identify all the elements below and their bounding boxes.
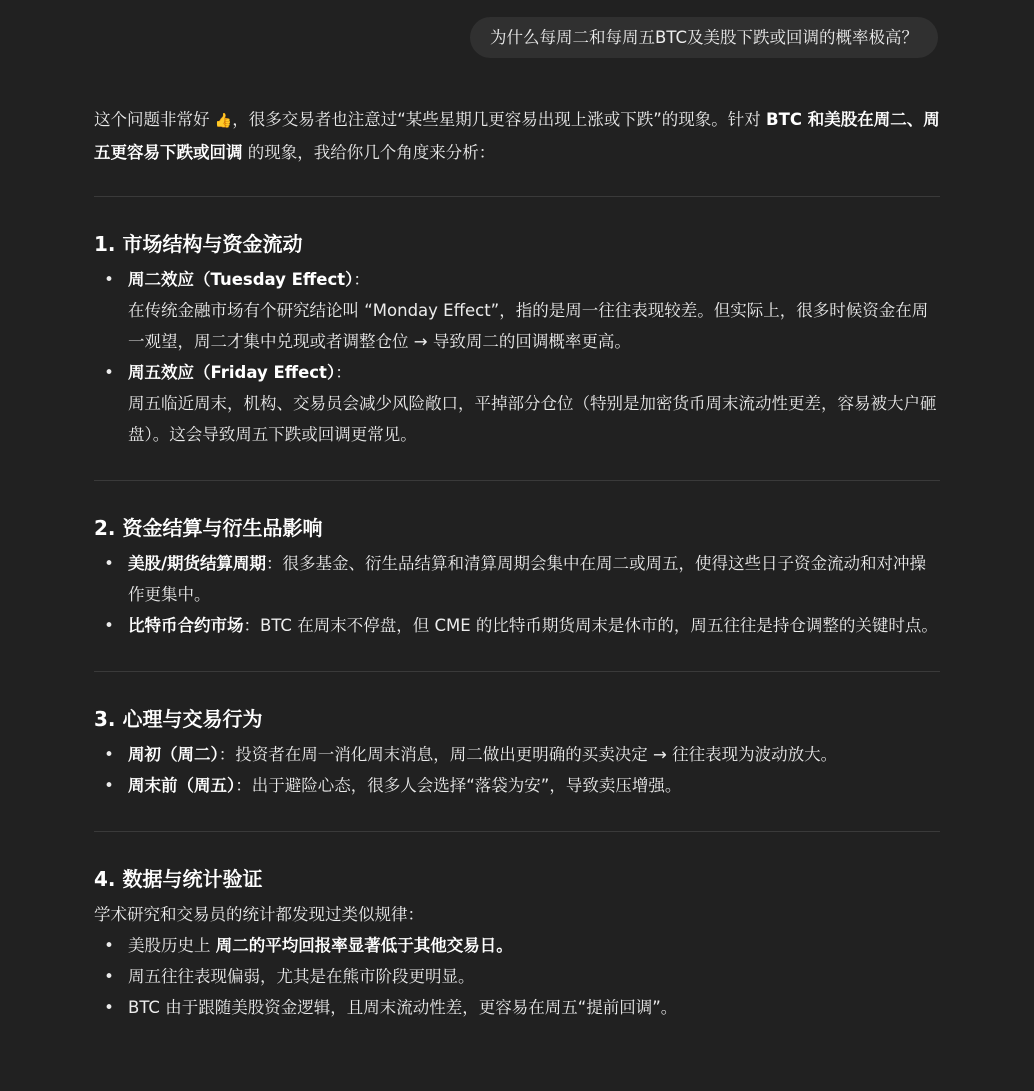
item-label: 比特币合约市场 xyxy=(128,616,244,635)
user-message-text: 为什么每周二和每周五BTC及美股下跌或回调的概率极高？ xyxy=(490,28,918,47)
intro-paragraph xyxy=(94,104,940,168)
section-4-heading: 4. 数据与统计验证 xyxy=(94,867,263,891)
item-text: ：BTC 在周末不停盘，但 CME 的比特币期货周末是休市的，周五往往是持仓调整的关键时点。 xyxy=(243,616,938,635)
bullet-icon: • xyxy=(104,554,114,573)
section-2-list xyxy=(94,548,940,641)
thumbs-up-icon: 👍 xyxy=(214,113,233,129)
item-bold: 周二的平均回报率显著低于其他交易日。 xyxy=(215,936,513,955)
item-label: 周初（周二） xyxy=(128,745,219,764)
item-text: ：很多基金、衍生品结算和清算周期会集中在周二或周五，使得这些日子资金流动和对冲操作更集中。 xyxy=(128,554,927,604)
section-4-list xyxy=(94,930,940,1023)
item-text: 周五往往表现偏弱，尤其是在熊市阶段更明显。 xyxy=(128,967,475,986)
list-item xyxy=(94,930,940,961)
intro-text-3: 的现象，我给你几个角度来分析： xyxy=(242,143,496,162)
item-sep: ： xyxy=(335,363,352,382)
assistant-response xyxy=(94,104,940,1023)
item-body: 周五临近周末，机构、交易员会减少风险敞口，平掉部分仓位（特别是加密货币周末流动性更差，容易被大户砸盘）。这会导致周五下跌或回调更常见。 xyxy=(128,394,937,444)
divider xyxy=(94,196,940,197)
bullet-icon: • xyxy=(104,776,114,795)
intro-text-2: ，很多交易者也注意过“某些星期几更容易出现上涨或下跌”的现象。针对 xyxy=(232,110,767,129)
section-3-heading: 3. 心理与交易行为 xyxy=(94,707,263,731)
bullet-icon: • xyxy=(104,998,114,1017)
list-item xyxy=(94,992,940,1023)
bullet-icon: • xyxy=(104,270,114,289)
list-item xyxy=(94,357,940,450)
item-label: 周五效应（Friday Effect） xyxy=(128,363,336,382)
user-message-bubble xyxy=(470,17,938,58)
section-3-list xyxy=(94,739,940,801)
item-label: 周末前（周五） xyxy=(128,776,236,795)
list-item xyxy=(94,770,940,801)
intro-bold: BTC 和美股在周二、周五更容易下跌或回调 xyxy=(94,110,940,162)
section-1-heading: 1. 市场结构与资金流动 xyxy=(94,232,303,256)
section-1-list xyxy=(94,264,940,450)
divider xyxy=(94,831,940,832)
list-item xyxy=(94,739,940,770)
item-label: 美股/期货结算周期 xyxy=(128,554,267,573)
list-item xyxy=(94,961,940,992)
list-item xyxy=(94,610,940,641)
section-4-intro: 学术研究和交易员的统计都发现过类似规律： xyxy=(94,905,424,924)
bullet-icon: • xyxy=(104,967,114,986)
item-text: ：出于避险心态，很多人会选择“落袋为安”，导致卖压增强。 xyxy=(235,776,682,795)
intro-text-1: 这个问题非常好 xyxy=(94,110,215,129)
item-text: ：投资者在周一消化周末消息，周二做出更明确的买卖决定 → 往往表现为波动放大。 xyxy=(218,745,838,764)
item-sep: ： xyxy=(353,270,370,289)
bullet-icon: • xyxy=(104,745,114,764)
list-item xyxy=(94,548,940,610)
bullet-icon: • xyxy=(104,936,114,955)
item-label: 周二效应（Tuesday Effect） xyxy=(128,270,354,289)
item-body: 在传统金融市场有个研究结论叫 “Monday Effect”，指的是周一往往表现较差。但实际上，很多时候资金在周一观望，周二才集中兑现或者调整仓位 → 导致周二的回调概率更高。 xyxy=(128,301,929,351)
section-2-heading: 2. 资金结算与衍生品影响 xyxy=(94,516,323,540)
bullet-icon: • xyxy=(104,616,114,635)
item-text: BTC 由于跟随美股资金逻辑，且周末流动性差，更容易在周五“提前回调”。 xyxy=(128,998,678,1017)
item-text: 美股历史上 xyxy=(128,936,216,955)
list-item xyxy=(94,264,940,357)
bullet-icon: • xyxy=(104,363,114,382)
divider xyxy=(94,480,940,481)
divider xyxy=(94,671,940,672)
